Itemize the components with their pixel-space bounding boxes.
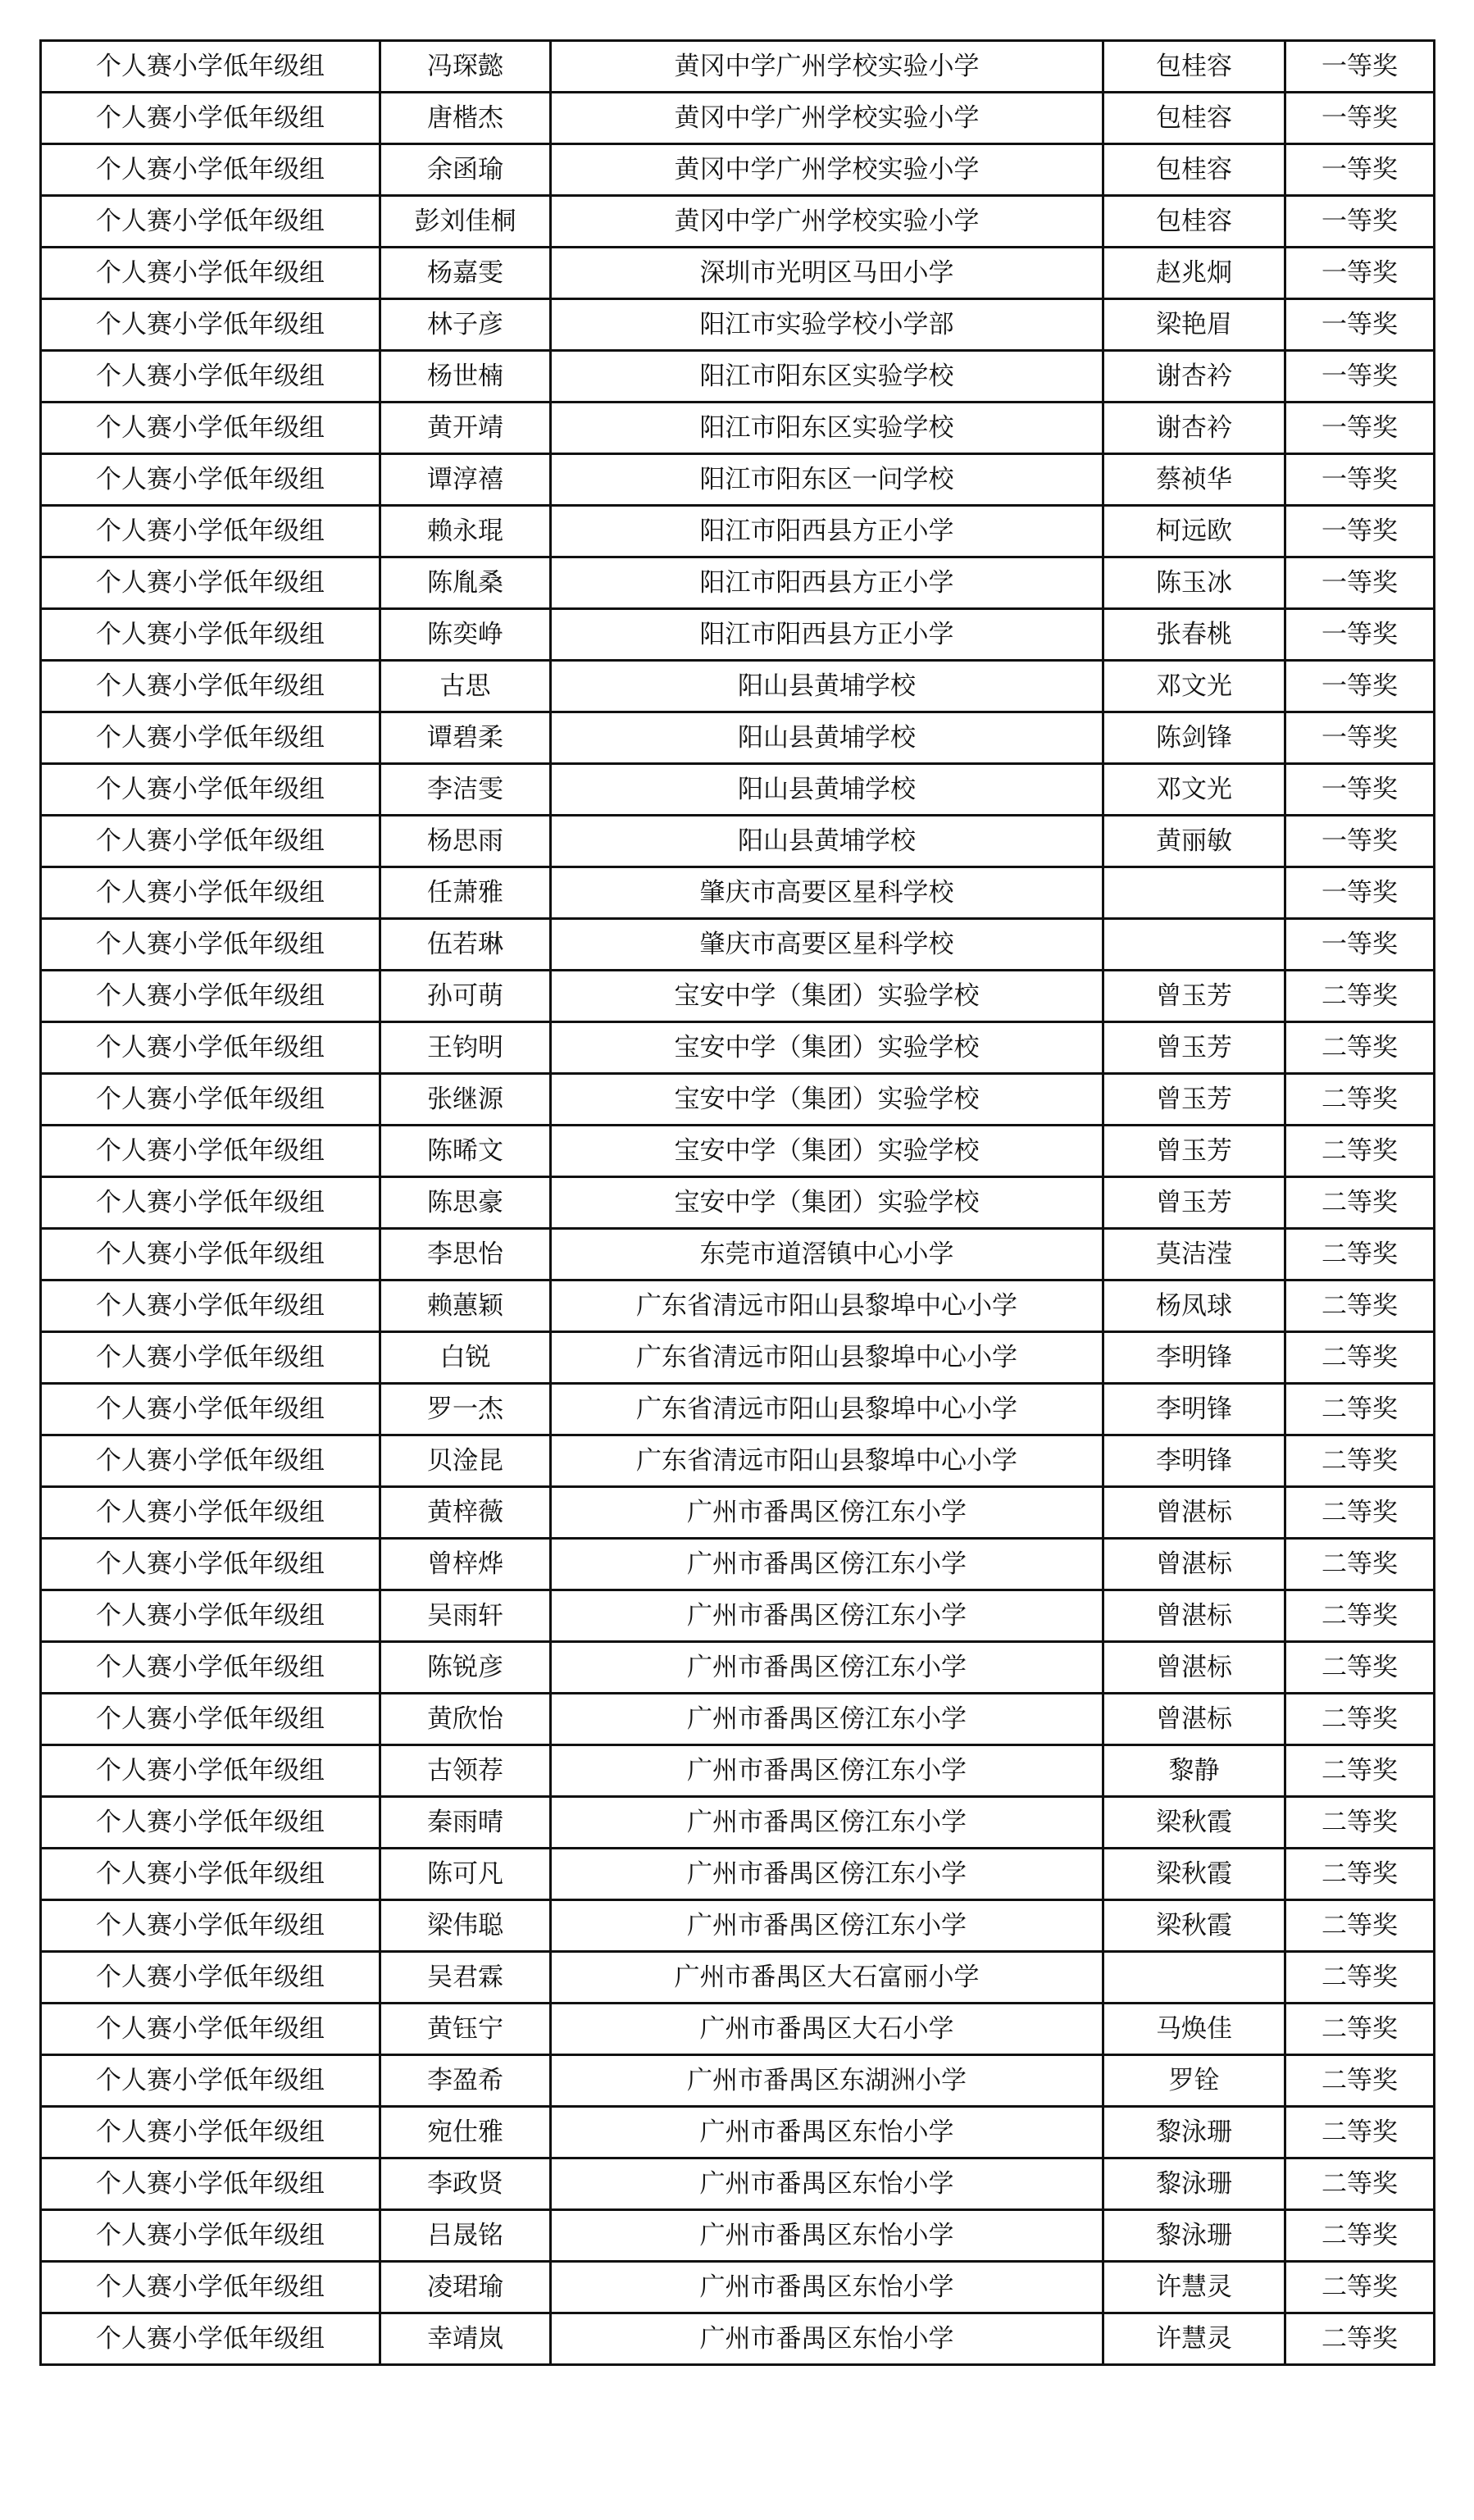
student-name-cell: 陈胤桑 [380,557,551,609]
school-cell: 肇庆市高要区星科学校 [551,867,1103,919]
competition-group-cell: 个人赛小学低年级组 [41,867,380,919]
competition-group-cell: 个人赛小学低年级组 [41,2055,380,2107]
teacher-cell: 黎静 [1103,1745,1285,1797]
competition-group-cell: 个人赛小学低年级组 [41,816,380,867]
table-row [41,351,1435,403]
teacher-cell: 陈玉冰 [1103,557,1285,609]
award-level-cell: 二等奖 [1285,1539,1435,1590]
award-level-cell: 一等奖 [1285,712,1435,764]
table-row [41,1229,1435,1280]
award-level-cell: 一等奖 [1285,661,1435,712]
competition-group-cell: 个人赛小学低年级组 [41,971,380,1022]
table-row [41,1022,1435,1074]
competition-group-cell: 个人赛小学低年级组 [41,1797,380,1849]
school-cell: 广州市番禺区东怡小学 [551,2313,1103,2365]
teacher-cell: 梁艳眉 [1103,299,1285,351]
competition-group-cell: 个人赛小学低年级组 [41,1900,380,1952]
school-cell: 宝安中学（集团）实验学校 [551,1177,1103,1229]
competition-group-cell: 个人赛小学低年级组 [41,2004,380,2055]
student-name-cell: 陈锐彦 [380,1642,551,1694]
school-cell: 阳山县黄埔学校 [551,712,1103,764]
teacher-cell: 蔡祯华 [1103,454,1285,506]
table-row [41,2313,1435,2365]
student-name-cell: 幸靖岚 [380,2313,551,2365]
student-name-cell: 杨嘉雯 [380,248,551,299]
competition-group-cell: 个人赛小学低年级组 [41,1384,380,1435]
award-level-cell: 二等奖 [1285,1022,1435,1074]
competition-group-cell: 个人赛小学低年级组 [41,2107,380,2158]
table-row [41,2055,1435,2107]
school-cell: 广州市番禺区东怡小学 [551,2107,1103,2158]
award-level-cell: 二等奖 [1285,1177,1435,1229]
teacher-cell: 曾湛标 [1103,1694,1285,1745]
competition-group-cell: 个人赛小学低年级组 [41,1590,380,1642]
award-level-cell: 二等奖 [1285,1900,1435,1952]
teacher-cell: 张春桃 [1103,609,1285,661]
student-name-cell: 黄梓薇 [380,1487,551,1539]
table-row [41,2262,1435,2313]
table-row [41,557,1435,609]
award-level-cell: 一等奖 [1285,351,1435,403]
table-row [41,867,1435,919]
award-level-cell: 二等奖 [1285,2210,1435,2262]
school-cell: 阳江市实验学校小学部 [551,299,1103,351]
school-cell: 阳江市阳西县方正小学 [551,609,1103,661]
teacher-cell: 谢杏衿 [1103,351,1285,403]
school-cell: 宝安中学（集团）实验学校 [551,1074,1103,1126]
table-row [41,93,1435,144]
school-cell: 黄冈中学广州学校实验小学 [551,93,1103,144]
student-name-cell: 罗一杰 [380,1384,551,1435]
award-level-cell: 二等奖 [1285,1384,1435,1435]
award-level-cell: 二等奖 [1285,1280,1435,1332]
school-cell: 广州市番禺区东怡小学 [551,2210,1103,2262]
award-level-cell: 二等奖 [1285,1849,1435,1900]
award-level-cell: 二等奖 [1285,1694,1435,1745]
teacher-cell: 莫洁滢 [1103,1229,1285,1280]
award-level-cell: 一等奖 [1285,557,1435,609]
award-list-table [39,39,1435,2366]
school-cell: 深圳市光明区马田小学 [551,248,1103,299]
award-level-cell: 二等奖 [1285,1952,1435,2004]
teacher-cell: 曾湛标 [1103,1539,1285,1590]
student-name-cell: 李政贤 [380,2158,551,2210]
award-level-cell: 一等奖 [1285,506,1435,557]
student-name-cell: 凌珺瑜 [380,2262,551,2313]
student-name-cell: 谭碧柔 [380,712,551,764]
student-name-cell: 孙可萌 [380,971,551,1022]
teacher-cell: 黄丽敏 [1103,816,1285,867]
school-cell: 阳江市阳东区一问学校 [551,454,1103,506]
competition-group-cell: 个人赛小学低年级组 [41,2210,380,2262]
competition-group-cell: 个人赛小学低年级组 [41,1177,380,1229]
table-row [41,816,1435,867]
table-row [41,1952,1435,2004]
teacher-cell [1103,1952,1285,2004]
table-row [41,764,1435,816]
table-row [41,661,1435,712]
student-name-cell: 黄钰宁 [380,2004,551,2055]
school-cell: 广东省清远市阳山县黎埠中心小学 [551,1384,1103,1435]
teacher-cell: 梁秋霞 [1103,1900,1285,1952]
competition-group-cell: 个人赛小学低年级组 [41,41,380,93]
competition-group-cell: 个人赛小学低年级组 [41,1694,380,1745]
teacher-cell: 包桂容 [1103,41,1285,93]
award-level-cell: 二等奖 [1285,2055,1435,2107]
school-cell: 广东省清远市阳山县黎埠中心小学 [551,1332,1103,1384]
school-cell: 阳江市阳东区实验学校 [551,351,1103,403]
table-row [41,1177,1435,1229]
school-cell: 广州市番禺区东湖洲小学 [551,2055,1103,2107]
school-cell: 黄冈中学广州学校实验小学 [551,41,1103,93]
competition-group-cell: 个人赛小学低年级组 [41,919,380,971]
award-level-cell: 二等奖 [1285,1590,1435,1642]
competition-group-cell: 个人赛小学低年级组 [41,1539,380,1590]
competition-group-cell: 个人赛小学低年级组 [41,1074,380,1126]
award-level-cell: 一等奖 [1285,764,1435,816]
school-cell: 肇庆市高要区星科学校 [551,919,1103,971]
student-name-cell: 宛仕雅 [380,2107,551,2158]
teacher-cell: 曾湛标 [1103,1590,1285,1642]
award-level-cell: 二等奖 [1285,2262,1435,2313]
teacher-cell: 黎泳珊 [1103,2210,1285,2262]
teacher-cell: 邓文光 [1103,661,1285,712]
school-cell: 广州市番禺区傍江东小学 [551,1539,1103,1590]
school-cell: 广东省清远市阳山县黎埠中心小学 [551,1435,1103,1487]
award-level-cell: 二等奖 [1285,1229,1435,1280]
table-row [41,1590,1435,1642]
teacher-cell [1103,867,1285,919]
table-row [41,1126,1435,1177]
teacher-cell: 李明锋 [1103,1384,1285,1435]
student-name-cell: 谭淳禧 [380,454,551,506]
competition-group-cell: 个人赛小学低年级组 [41,1849,380,1900]
teacher-cell: 柯远欧 [1103,506,1285,557]
school-cell: 阳江市阳西县方正小学 [551,506,1103,557]
student-name-cell: 古领荐 [380,1745,551,1797]
table-row [41,1745,1435,1797]
award-level-cell: 一等奖 [1285,454,1435,506]
competition-group-cell: 个人赛小学低年级组 [41,712,380,764]
teacher-cell: 曾玉芳 [1103,1074,1285,1126]
school-cell: 广州市番禺区傍江东小学 [551,1797,1103,1849]
student-name-cell: 冯琛懿 [380,41,551,93]
teacher-cell: 梁秋霞 [1103,1797,1285,1849]
award-level-cell: 一等奖 [1285,144,1435,196]
table-row [41,2210,1435,2262]
school-cell: 广州市番禺区大石小学 [551,2004,1103,2055]
student-name-cell: 彭刘佳桐 [380,196,551,248]
student-name-cell: 赖蕙颖 [380,1280,551,1332]
teacher-cell: 陈剑锋 [1103,712,1285,764]
teacher-cell: 黎泳珊 [1103,2107,1285,2158]
table-row [41,1694,1435,1745]
teacher-cell: 梁秋霞 [1103,1849,1285,1900]
competition-group-cell: 个人赛小学低年级组 [41,299,380,351]
student-name-cell: 曾梓烨 [380,1539,551,1590]
competition-group-cell: 个人赛小学低年级组 [41,1745,380,1797]
table-row [41,248,1435,299]
teacher-cell: 赵兆炯 [1103,248,1285,299]
student-name-cell: 唐楷杰 [380,93,551,144]
award-level-cell: 二等奖 [1285,2158,1435,2210]
student-name-cell: 赖永琨 [380,506,551,557]
teacher-cell: 许慧灵 [1103,2262,1285,2313]
student-name-cell: 张继源 [380,1074,551,1126]
competition-group-cell: 个人赛小学低年级组 [41,1642,380,1694]
award-level-cell: 一等奖 [1285,196,1435,248]
table-row [41,1074,1435,1126]
table-row [41,196,1435,248]
award-level-cell: 二等奖 [1285,1745,1435,1797]
student-name-cell: 余函瑜 [380,144,551,196]
teacher-cell: 曾玉芳 [1103,1126,1285,1177]
award-level-cell: 一等奖 [1285,41,1435,93]
award-level-cell: 一等奖 [1285,403,1435,454]
teacher-cell: 罗铨 [1103,2055,1285,2107]
award-level-cell: 二等奖 [1285,1074,1435,1126]
award-level-cell: 一等奖 [1285,816,1435,867]
student-name-cell: 李洁雯 [380,764,551,816]
competition-group-cell: 个人赛小学低年级组 [41,1435,380,1487]
table-row [41,1900,1435,1952]
student-name-cell: 古思 [380,661,551,712]
table-row [41,1539,1435,1590]
table-row [41,1435,1435,1487]
table-row [41,299,1435,351]
competition-group-cell: 个人赛小学低年级组 [41,1487,380,1539]
table-row [41,712,1435,764]
student-name-cell: 陈思豪 [380,1177,551,1229]
competition-group-cell: 个人赛小学低年级组 [41,2262,380,2313]
student-name-cell: 黄开靖 [380,403,551,454]
table-row [41,2004,1435,2055]
teacher-cell [1103,919,1285,971]
award-level-cell: 二等奖 [1285,1332,1435,1384]
table-row [41,403,1435,454]
school-cell: 广州市番禺区傍江东小学 [551,1590,1103,1642]
student-name-cell: 杨世楠 [380,351,551,403]
school-cell: 阳山县黄埔学校 [551,764,1103,816]
competition-group-cell: 个人赛小学低年级组 [41,351,380,403]
school-cell: 黄冈中学广州学校实验小学 [551,144,1103,196]
school-cell: 宝安中学（集团）实验学校 [551,1126,1103,1177]
student-name-cell: 王钧明 [380,1022,551,1074]
school-cell: 广州市番禺区东怡小学 [551,2262,1103,2313]
competition-group-cell: 个人赛小学低年级组 [41,661,380,712]
competition-group-cell: 个人赛小学低年级组 [41,1280,380,1332]
school-cell: 广州市番禺区东怡小学 [551,2158,1103,2210]
competition-group-cell: 个人赛小学低年级组 [41,144,380,196]
competition-group-cell: 个人赛小学低年级组 [41,1952,380,2004]
award-level-cell: 二等奖 [1285,1487,1435,1539]
table-row [41,1642,1435,1694]
school-cell: 广州市番禺区傍江东小学 [551,1487,1103,1539]
student-name-cell: 白锐 [380,1332,551,1384]
award-level-cell: 二等奖 [1285,2107,1435,2158]
school-cell: 宝安中学（集团）实验学校 [551,971,1103,1022]
teacher-cell: 包桂容 [1103,93,1285,144]
teacher-cell: 包桂容 [1103,196,1285,248]
award-level-cell: 一等奖 [1285,299,1435,351]
teacher-cell: 曾玉芳 [1103,1022,1285,1074]
teacher-cell: 李明锋 [1103,1435,1285,1487]
school-cell: 广州市番禺区傍江东小学 [551,1745,1103,1797]
competition-group-cell: 个人赛小学低年级组 [41,1126,380,1177]
student-name-cell: 任萧雅 [380,867,551,919]
student-name-cell: 伍若琳 [380,919,551,971]
award-level-cell: 一等奖 [1285,919,1435,971]
competition-group-cell: 个人赛小学低年级组 [41,196,380,248]
award-level-cell: 一等奖 [1285,609,1435,661]
teacher-cell: 包桂容 [1103,144,1285,196]
teacher-cell: 曾湛标 [1103,1642,1285,1694]
table-row [41,1797,1435,1849]
teacher-cell: 许慧灵 [1103,2313,1285,2365]
award-level-cell: 二等奖 [1285,1642,1435,1694]
school-cell: 广东省清远市阳山县黎埠中心小学 [551,1280,1103,1332]
school-cell: 阳山县黄埔学校 [551,816,1103,867]
teacher-cell: 马焕佳 [1103,2004,1285,2055]
award-level-cell: 一等奖 [1285,867,1435,919]
student-name-cell: 陈晞文 [380,1126,551,1177]
award-level-cell: 二等奖 [1285,1797,1435,1849]
table-row [41,1487,1435,1539]
teacher-cell: 黎泳珊 [1103,2158,1285,2210]
teacher-cell: 杨凤球 [1103,1280,1285,1332]
competition-group-cell: 个人赛小学低年级组 [41,2158,380,2210]
table-row [41,971,1435,1022]
student-name-cell: 吴君霖 [380,1952,551,2004]
table-row [41,1384,1435,1435]
table-row [41,454,1435,506]
student-name-cell: 贝淦昆 [380,1435,551,1487]
school-cell: 阳山县黄埔学校 [551,661,1103,712]
teacher-cell: 曾玉芳 [1103,1177,1285,1229]
student-name-cell: 杨思雨 [380,816,551,867]
competition-group-cell: 个人赛小学低年级组 [41,2313,380,2365]
student-name-cell: 陈奕峥 [380,609,551,661]
award-level-cell: 二等奖 [1285,971,1435,1022]
award-level-cell: 一等奖 [1285,248,1435,299]
table-row [41,609,1435,661]
teacher-cell: 曾玉芳 [1103,971,1285,1022]
school-cell: 宝安中学（集团）实验学校 [551,1022,1103,1074]
teacher-cell: 谢杏衿 [1103,403,1285,454]
competition-group-cell: 个人赛小学低年级组 [41,609,380,661]
student-name-cell: 吴雨轩 [380,1590,551,1642]
student-name-cell: 梁伟聪 [380,1900,551,1952]
school-cell: 广州市番禺区傍江东小学 [551,1849,1103,1900]
student-name-cell: 陈可凡 [380,1849,551,1900]
teacher-cell: 邓文光 [1103,764,1285,816]
student-name-cell: 林子彦 [380,299,551,351]
competition-group-cell: 个人赛小学低年级组 [41,454,380,506]
competition-group-cell: 个人赛小学低年级组 [41,764,380,816]
student-name-cell: 李思怡 [380,1229,551,1280]
student-name-cell: 吕晟铭 [380,2210,551,2262]
table-row [41,1280,1435,1332]
award-list-body [41,41,1435,2365]
student-name-cell: 黄欣怡 [380,1694,551,1745]
award-level-cell: 一等奖 [1285,93,1435,144]
table-row [41,2158,1435,2210]
table-row [41,919,1435,971]
school-cell: 东莞市道滘镇中心小学 [551,1229,1103,1280]
student-name-cell: 秦雨晴 [380,1797,551,1849]
school-cell: 广州市番禺区傍江东小学 [551,1642,1103,1694]
table-row [41,144,1435,196]
table-row [41,2107,1435,2158]
teacher-cell: 李明锋 [1103,1332,1285,1384]
school-cell: 广州市番禺区大石富丽小学 [551,1952,1103,2004]
competition-group-cell: 个人赛小学低年级组 [41,93,380,144]
teacher-cell: 曾湛标 [1103,1487,1285,1539]
table-row [41,1849,1435,1900]
award-level-cell: 二等奖 [1285,2004,1435,2055]
school-cell: 阳江市阳西县方正小学 [551,557,1103,609]
competition-group-cell: 个人赛小学低年级组 [41,403,380,454]
table-row [41,41,1435,93]
school-cell: 阳江市阳东区实验学校 [551,403,1103,454]
competition-group-cell: 个人赛小学低年级组 [41,1022,380,1074]
competition-group-cell: 个人赛小学低年级组 [41,506,380,557]
award-level-cell: 二等奖 [1285,1126,1435,1177]
competition-group-cell: 个人赛小学低年级组 [41,1229,380,1280]
table-row [41,1332,1435,1384]
competition-group-cell: 个人赛小学低年级组 [41,248,380,299]
school-cell: 广州市番禺区傍江东小学 [551,1694,1103,1745]
competition-group-cell: 个人赛小学低年级组 [41,1332,380,1384]
student-name-cell: 李盈希 [380,2055,551,2107]
school-cell: 黄冈中学广州学校实验小学 [551,196,1103,248]
competition-group-cell: 个人赛小学低年级组 [41,557,380,609]
table-row [41,506,1435,557]
award-level-cell: 二等奖 [1285,2313,1435,2365]
school-cell: 广州市番禺区傍江东小学 [551,1900,1103,1952]
award-level-cell: 二等奖 [1285,1435,1435,1487]
